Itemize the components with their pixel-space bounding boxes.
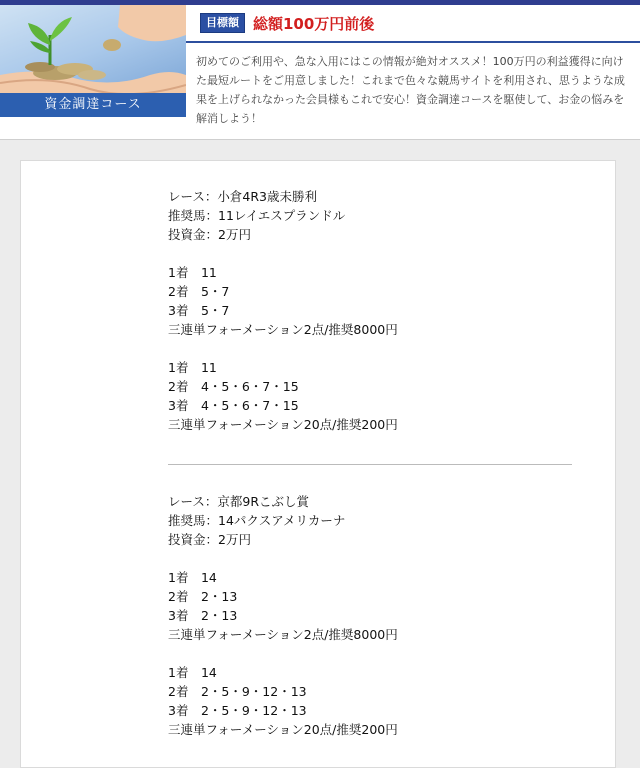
goal-heading — [186, 5, 640, 43]
formation-second: 2着 2・5・9・12・13 — [168, 684, 307, 699]
formation-second: 2着 5・7 — [168, 284, 230, 299]
race-name: レース：京都9Rこぶし賞 — [168, 494, 310, 509]
formation-first: 1着 11 — [168, 265, 217, 280]
formation-first: 1着 14 — [168, 665, 217, 680]
formation-third: 3着 2・13 — [168, 608, 238, 623]
spacer — [168, 549, 588, 568]
formation-first: 1着 14 — [168, 570, 217, 585]
pick-block — [168, 187, 588, 434]
formation-second: 2着 2・13 — [168, 589, 238, 604]
picks-panel — [20, 160, 616, 768]
recommended-horse: 推奨馬：14パクスアメリカーナ — [168, 513, 346, 528]
stake-amount: 投資金：2万円 — [168, 227, 251, 242]
formation-third: 3着 2・5・9・12・13 — [168, 703, 307, 718]
formation-third: 3着 4・5・6・7・15 — [168, 398, 299, 413]
spacer — [168, 339, 588, 358]
course-description: 初めてのご利用や、急な入用にはこの情報が絶対オススメ！100万円の利益獲得に向けた最短ルートをご用意しました！これまで色々な競馬サイトを利用され、思うような成果を上げられなかった会員様もこれで安心！資金調達コースを駆使して、お金の悩みを解消しよう！ — [196, 55, 625, 125]
spacer — [168, 644, 588, 663]
stake-amount: 投資金：2万円 — [168, 532, 251, 547]
formation-third: 3着 5・7 — [168, 303, 230, 318]
goal-amount: 総額100万円前後 — [253, 14, 375, 33]
recommended-horse: 推奨馬：11レイエスプランドル — [168, 208, 346, 223]
pick-block — [168, 492, 588, 739]
formation-second: 2着 4・5・6・7・15 — [168, 379, 299, 394]
formation-first: 1着 11 — [168, 360, 217, 375]
section-divider — [168, 464, 572, 465]
formation-summary: 三連単フォーメーション20点/推奨200円 — [168, 722, 398, 737]
course-card — [0, 5, 640, 140]
formation-summary: 三連単フォーメーション2点/推奨8000円 — [168, 322, 398, 337]
spacer — [168, 244, 588, 263]
race-name: レース：小倉4R3歳未勝利 — [168, 189, 317, 204]
goal-tag-badge: 目標額 — [200, 13, 245, 33]
formation-summary: 三連単フォーメーション2点/推奨8000円 — [168, 627, 398, 642]
formation-summary: 三連単フォーメーション20点/推奨200円 — [168, 417, 398, 432]
course-image — [0, 5, 186, 117]
course-caption: 資金調達コース — [0, 93, 186, 117]
